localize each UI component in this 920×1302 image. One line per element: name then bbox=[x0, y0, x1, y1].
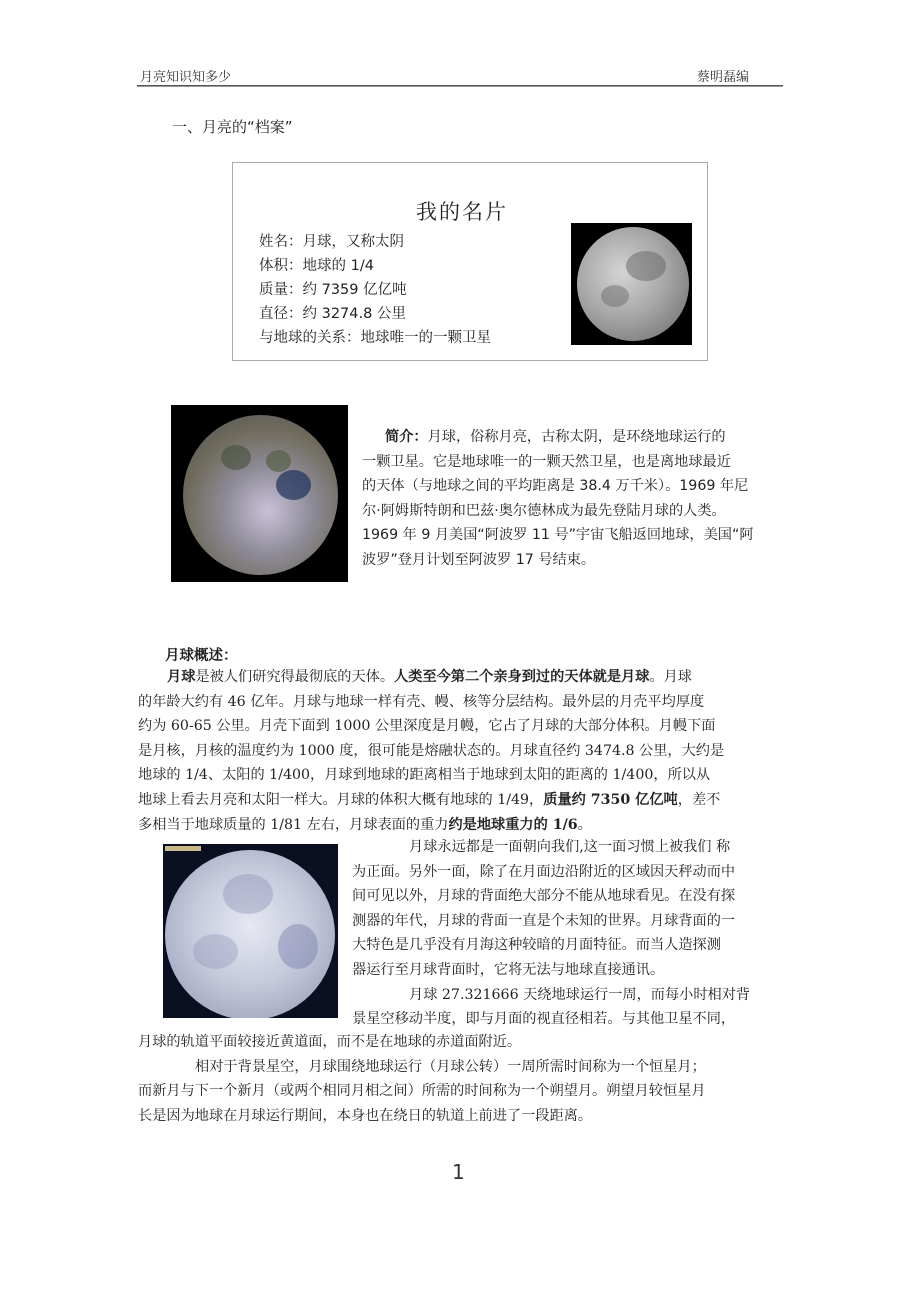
card-line-name: 姓名：月球，又称太阴 bbox=[259, 234, 404, 250]
intro-line: 尔·阿姆斯特朗和巴兹·奥尔德林成为最先登陆月球的人类。 bbox=[362, 502, 726, 519]
text-line: 测器的年代，月球的背面一直是个未知的世界。月球背面的一 bbox=[352, 912, 736, 929]
text-line: 景星空移动半度，即与月面的视直径相若。与其他卫星不同， bbox=[352, 1011, 736, 1028]
text-line: 月球的轨道平面较接近黄道面，而不是在地球的赤道面附近。 bbox=[138, 1034, 522, 1050]
header-divider bbox=[137, 85, 783, 87]
overview-paragraph-4 bbox=[138, 1030, 788, 1128]
text-line: 地球的 1/4、太阳的 1/400，月球到地球的距离相当于地球到太阳的距离的 1/400，所以从 bbox=[138, 767, 711, 784]
text-line: 为正面。另外一面，除了在月面边沿附近的区域因天秤动而中 bbox=[352, 863, 736, 880]
text-line: 月球 27.321666 天绕地球运行一周，而每小时相对背 bbox=[409, 986, 751, 1003]
text-line: 月球永远都是一面朝向我们,这一面习惯上被我们 称 bbox=[409, 839, 731, 855]
moon-color-image bbox=[171, 405, 348, 582]
overview-paragraph-2 bbox=[352, 835, 792, 1032]
text: 地球上看去月亮和太阳一样大。月球的体积大概有地球的 1/49， bbox=[138, 791, 544, 808]
bold-text: 人类至今第二个亲身到过的天体就是月球 bbox=[394, 669, 650, 685]
intro-label: 简介： bbox=[385, 429, 428, 445]
card-line-diameter: 直径：约 3274.8 公里 bbox=[259, 306, 406, 322]
text-line: 而新月与下一个新月（或两个相同月相之间）所需的时间称为一个朔望月。朔望月较恒星月 bbox=[138, 1083, 706, 1100]
text: 。月球 bbox=[649, 669, 692, 685]
intro-line: 波罗”登月计划至阿波罗 17 号结束。 bbox=[362, 551, 596, 568]
text: 多相当于地球质量的 1/81 左右，月球表面的重力 bbox=[138, 816, 449, 833]
card-line-mass: 质量：约 7359 亿亿吨 bbox=[259, 282, 407, 298]
overview-paragraph-1 bbox=[138, 665, 788, 837]
moon-grayscale-image bbox=[571, 223, 692, 345]
header-left-title: 月亮知识知多少 bbox=[140, 70, 232, 85]
text-line: 相对于背景星空，月球围绕地球运行（月球公转）一周所需时间称为一个恒星月； bbox=[195, 1058, 706, 1075]
text-line: 间可见以外，月球的背面绝大部分不能从地球看见。在没有探 bbox=[352, 888, 736, 905]
bold-text: 月球 bbox=[167, 669, 196, 685]
text-line: 长是因为地球在月球运行期间，本身也在绕日的轨道上前进了一段距离。 bbox=[138, 1107, 593, 1124]
bold-text: 约是地球重力的 1/6 bbox=[448, 816, 578, 833]
card-title: 我的名片 bbox=[416, 200, 508, 224]
bold-text: 质量约 7350 亿亿吨 bbox=[543, 791, 678, 808]
header-author: 蔡明磊编 bbox=[697, 70, 750, 85]
section-title: 一、月亮的“档案” bbox=[172, 118, 293, 136]
text: 是被人们研究得最彻底的天体。 bbox=[195, 669, 395, 685]
card-line-relation: 与地球的关系：地球唯一的一颗卫星 bbox=[259, 330, 491, 346]
profile-card bbox=[232, 162, 708, 361]
intro-paragraph bbox=[362, 425, 792, 572]
intro-line: 月球，俗称月亮，古称太阴，是环绕地球运行的 bbox=[427, 429, 726, 445]
text-line: 大特色是几乎没有月海这种较暗的月面特征。而当人造探测 bbox=[352, 937, 721, 954]
page-number: 1 bbox=[452, 1160, 465, 1184]
intro-line: 1969 年 9 月美国“阿波罗 11 号”宇宙飞船返回地球，美国“阿 bbox=[362, 527, 754, 543]
card-details bbox=[259, 230, 491, 350]
card-line-volume: 体积：地球的 1/4 bbox=[259, 258, 374, 274]
intro-line: 一颗卫星。它是地球唯一的一颗天然卫星，也是离地球最近 bbox=[362, 453, 731, 470]
text-line: 的年龄大约有 46 亿年。月球与地球一样有壳、幔、核等分层结构。最外层的月壳平均厚度 bbox=[138, 693, 705, 710]
text: 。 bbox=[577, 816, 592, 833]
text-line: 器运行至月球背面时，它将无法与地球直接通讯。 bbox=[352, 961, 665, 978]
intro-line: 的天体（与地球之间的平均距离是 38.4 万千米）。1969 年尼 bbox=[362, 478, 749, 494]
text: ，差不 bbox=[677, 791, 721, 808]
overview-heading: 月球概述： bbox=[165, 648, 238, 664]
text-line: 约为 60-65 公里。月壳下面到 1000 公里深度是月幔，它占了月球的大部分体积。月幔下面 bbox=[138, 718, 716, 735]
moon-map-image bbox=[163, 844, 338, 1018]
text-line: 是月核，月核的温度约为 1000 度，很可能是熔融状态的。月球直径约 3474.8 公里，大约是 bbox=[138, 742, 725, 759]
